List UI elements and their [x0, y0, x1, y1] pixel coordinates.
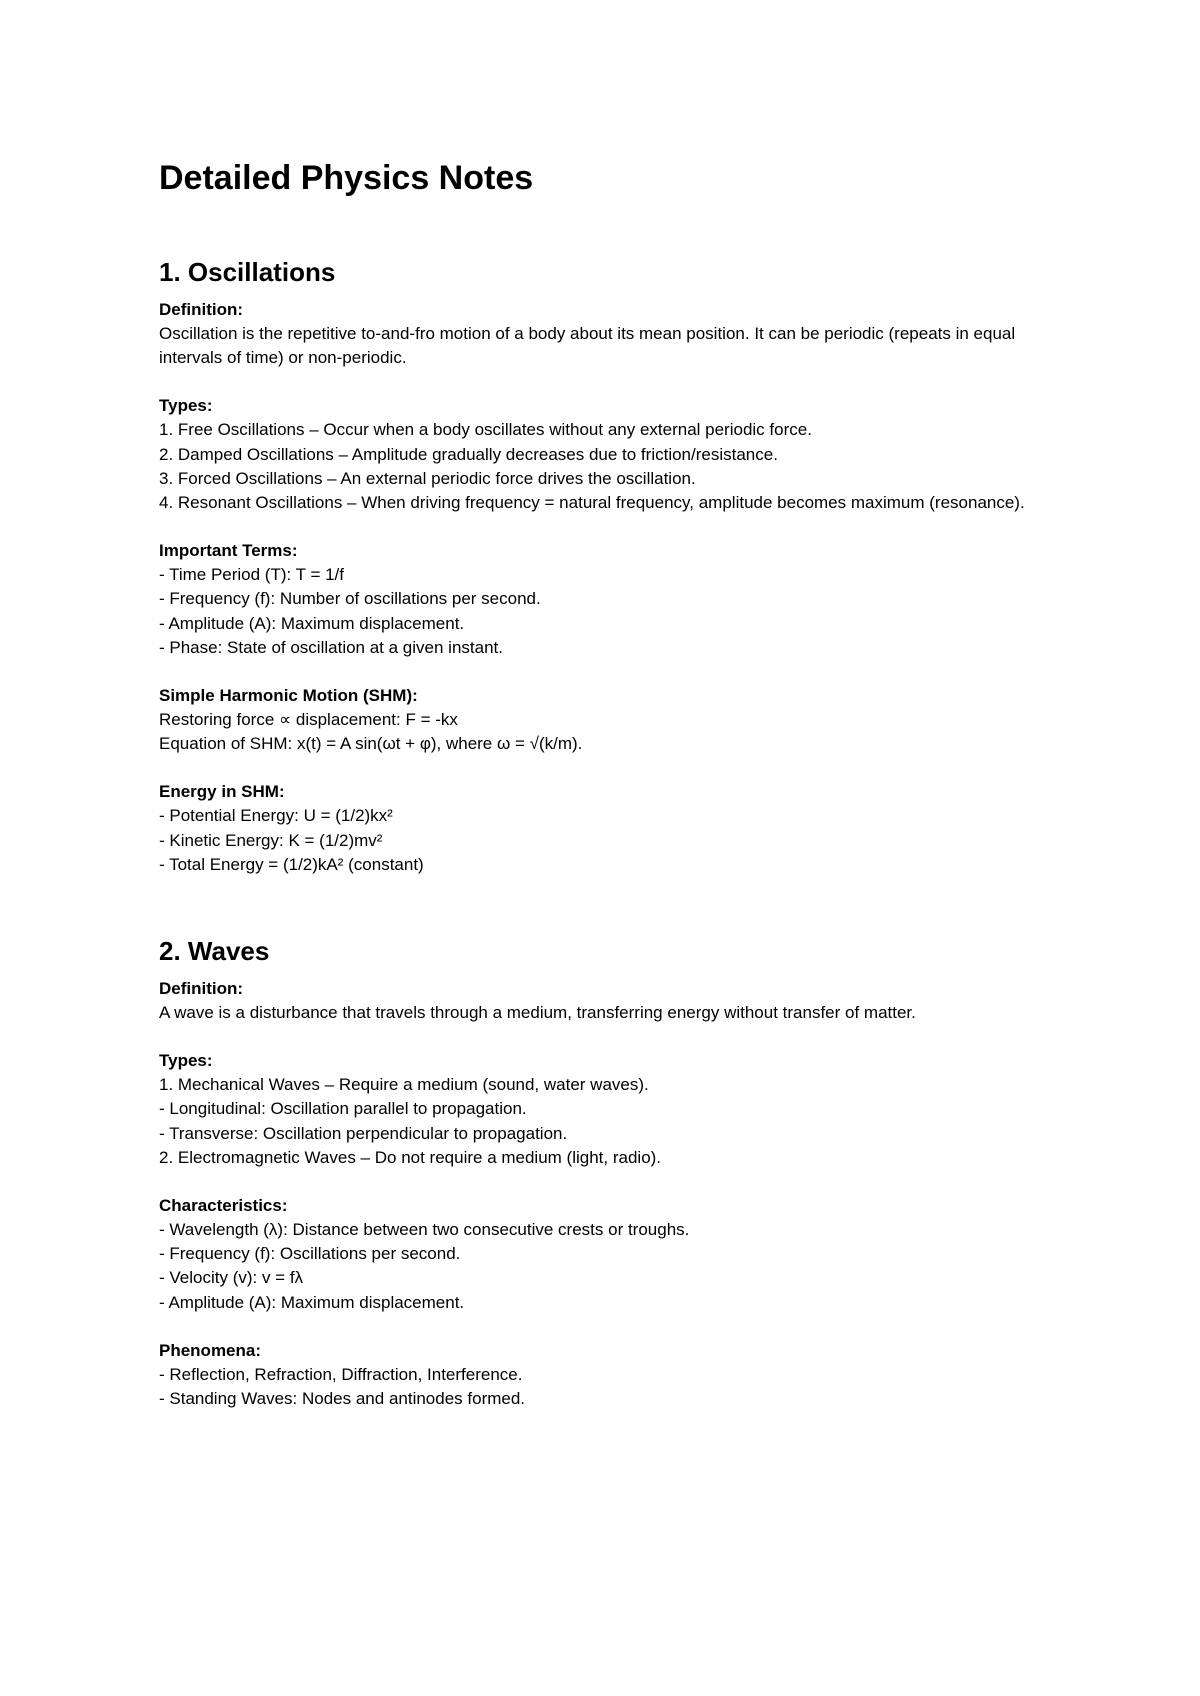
definition-label: Definition: [159, 979, 244, 999]
list-item: - Reflection, Refraction, Diffraction, Interference. [159, 1364, 523, 1384]
phenomena-label: Phenomena: [159, 1340, 262, 1360]
list-item: 2. Electromagnetic Waves – Do not require a medium (light, radio). [159, 1147, 662, 1167]
list-item: - Amplitude (A): Maximum displacement. [159, 1292, 465, 1312]
list-item: - Frequency (f): Oscillations per second. [159, 1244, 461, 1264]
list-item: 2. Damped Oscillations – Amplitude gradually decreases due to friction/resistance. [159, 444, 778, 464]
characteristics-label: Characteristics: [159, 1196, 288, 1216]
section-title: 1. Oscillations [159, 257, 336, 287]
document-title: Detailed Physics Notes [159, 159, 534, 197]
list-item: - Standing Waves: Nodes and antinodes formed. [159, 1389, 526, 1409]
list-item: - Time Period (T): T = 1/f [159, 565, 345, 585]
phenomena-list [159, 1363, 1039, 1411]
definition-text: Oscillation is the repetitive to-and-fro motion of a body about its mean position. It can be periodic (repeats in equal intervals of time) or non-periodic. [159, 324, 1016, 368]
list-item: - Phase: State of oscillation at a given instant. [159, 637, 503, 657]
section-oscillations [159, 256, 1039, 877]
document-page [159, 158, 1039, 1411]
shm-label: Simple Harmonic Motion (SHM): [159, 686, 418, 706]
list-item: 1. Free Oscillations – Occur when a body oscillates without any external periodic force. [159, 420, 812, 440]
energy-list [159, 804, 1039, 877]
list-item: - Frequency (f): Number of oscillations per second. [159, 589, 541, 609]
list-item: - Total Energy = (1/2)kA² (constant) [159, 854, 424, 874]
definition-text: A wave is a disturbance that travels through a medium, transferring energy without transfer of matter. [159, 1003, 916, 1023]
list-item: - Longitudinal: Oscillation parallel to propagation. [159, 1099, 527, 1119]
list-item: - Amplitude (A): Maximum displacement. [159, 613, 465, 633]
list-item: - Velocity (v): v = fλ [159, 1268, 304, 1288]
types-list [159, 418, 1039, 515]
types-list [159, 1073, 1039, 1170]
section-waves [159, 935, 1039, 1411]
list-item: 3. Forced Oscillations – An external periodic force drives the oscillation. [159, 468, 696, 488]
list-item: Equation of SHM: x(t) = A sin(ωt + φ), where ω = √(k/m). [159, 734, 583, 754]
important-terms-label: Important Terms: [159, 541, 298, 561]
list-item: 4. Resonant Oscillations – When driving frequency = natural frequency, amplitude becomes maximum (resonance). [159, 493, 1025, 513]
list-item: - Kinetic Energy: K = (1/2)mv² [159, 830, 383, 850]
definition-label: Definition: [159, 300, 244, 319]
types-label: Types: [159, 1051, 213, 1071]
list-item: 1. Mechanical Waves – Require a medium (sound, water waves). [159, 1075, 649, 1095]
types-label: Types: [159, 396, 213, 416]
list-item: - Wavelength (λ): Distance between two consecutive crests or troughs. [159, 1220, 690, 1240]
shm-lines [159, 708, 1039, 756]
characteristics-list [159, 1218, 1039, 1315]
list-item: - Potential Energy: U = (1/2)kx² [159, 806, 393, 826]
section-title: 2. Waves [159, 936, 270, 967]
list-item: Restoring force ∝ displacement: F = -kx [159, 710, 458, 730]
energy-label: Energy in SHM: [159, 782, 285, 802]
terms-list [159, 563, 1039, 660]
list-item: - Transverse: Oscillation perpendicular to propagation. [159, 1123, 568, 1143]
